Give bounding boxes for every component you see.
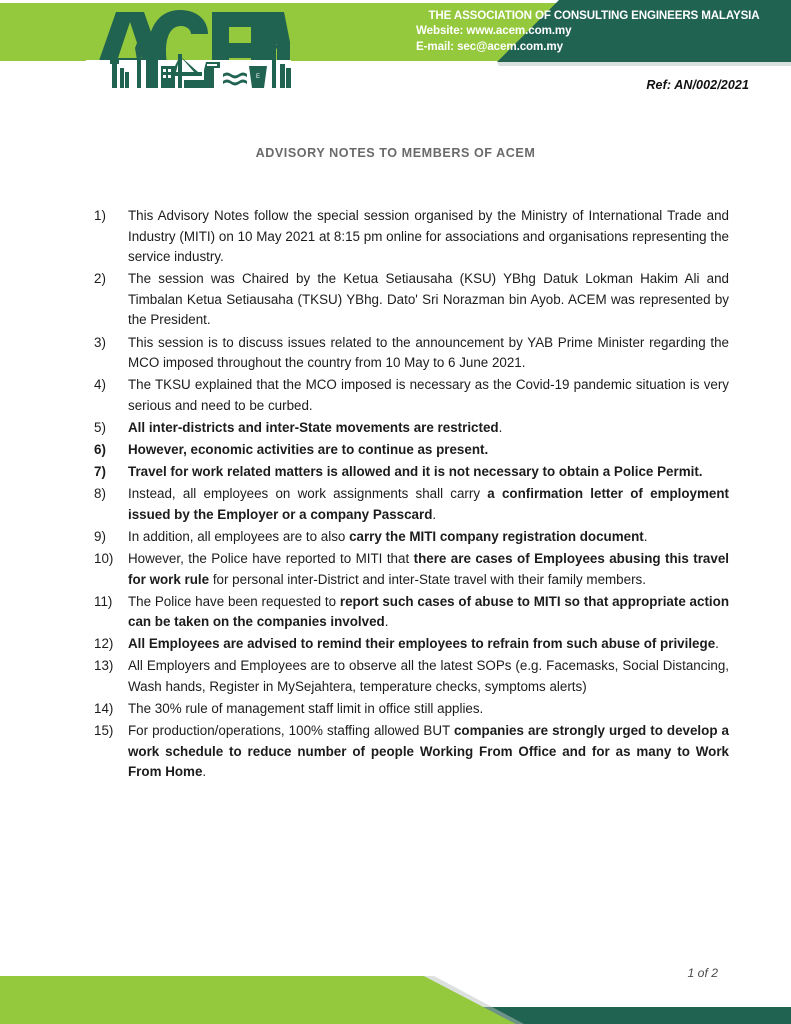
advisory-item-number: 14) [94,701,114,717]
advisory-text-run: The TKSU explained that the MCO imposed is necessary as the Covid-19 pandemic situation is very serious and need to be curbed. [128,377,729,413]
advisory-item-text [128,656,729,697]
advisory-item-text [128,634,729,655]
advisory-item-number: 3) [94,334,106,350]
advisory-item-number: 9) [94,528,106,544]
advisory-text-run: This Advisory Notes follow the special session organised by the Ministry of International Trade and Industry (MITI) on 10 May 2021 at 8:15 pm online for associations and organisations representing the service industry. [128,208,729,265]
svg-text:E: E [256,74,261,80]
advisory-item-number: 8) [94,486,106,502]
advisory-text-run: . [715,636,719,652]
advisory-text-run: However, the Police have reported to MITI that [128,551,414,566]
advisory-item-number: 6) [94,442,106,458]
advisory-item-text [128,333,729,374]
advisory-item-text [128,721,729,783]
header-website: Website: www.acem.com.my [416,24,572,38]
advisory-text-run: The 30% rule of management staff limit in office still applies. [128,701,484,717]
advisory-item-text [128,462,729,483]
advisory-item [93,462,729,483]
page-footer-banner [0,944,791,1024]
advisory-text-run: For production/operations, 100% staffing allowed BUT [128,723,454,739]
advisory-item-number: 13) [94,658,114,674]
advisory-text-run: companies are strongly urged to develop a work schedule to reduce number of people Working From Office and for as many to Work From Home [128,723,730,780]
advisory-item-number: 10) [94,551,114,566]
advisory-item-text [128,484,729,525]
advisory-item [93,592,729,633]
advisory-text-run: . [384,614,389,630]
header-band-shadow [497,62,791,66]
advisory-item-number: 1) [94,208,106,223]
advisory-item [93,527,729,548]
advisory-item [93,656,729,697]
advisory-item [93,418,729,439]
advisory-item [93,484,729,525]
advisory-item [93,333,729,374]
advisory-item [93,206,729,268]
advisory-text-run: Instead, all employees on work assignments shall carry [128,486,488,502]
advisory-text-run: . [202,764,207,780]
advisory-item [93,269,729,331]
document-reference: Ref: AN/002/2021 [646,78,749,92]
advisory-item-number: 2) [94,271,106,287]
advisory-item [93,721,729,783]
advisory-item-text [128,440,729,461]
advisory-text-run: In addition, all employees are to also [128,528,350,544]
advisory-item [93,375,729,416]
page-number: 1 of 2 [687,966,718,980]
organisation-name: THE ASSOCIATION OF CONSULTING ENGINEERS MALAYSIA [428,9,760,22]
advisory-item [93,440,729,461]
header-contact-block [404,8,784,54]
advisory-item-number: 12) [94,636,114,652]
advisory-item-text [128,375,729,416]
advisory-text-run: All Employers and Employees are to observe all the latest SOPs (e.g. Facemasks, Social Distancing, Wash hands, Register in MySejahtera, temperature checks, symptoms alerts) [128,658,729,695]
advisory-text-run: for personal inter-District and inter-State travel with their family members. [209,571,646,587]
advisory-text-run: The session was Chaired by the Ketua Setiausaha (KSU) YBhg Datuk Lokman Hakim Ali and Timbalan Ketua Setiausaha (TKSU) YBhg. Dato' Sri Norazman bin Ayob. ACEM was represented by the President. [128,271,729,328]
footer-banner-shapes [0,944,791,1024]
advisory-item-text [128,206,729,268]
header-email: E-mail: sec@acem.com.my [416,39,563,53]
advisory-item-number: 15) [94,723,114,739]
advisory-item-text [128,592,729,633]
advisory-text-run: there are cases of Employees abusing this travel for work rule [128,551,729,587]
advisory-text-run: All Employees are advised to remind their employees to refrain from such abuse of privilege [128,636,716,652]
advisory-item [93,699,729,720]
advisory-text-run: a confirmation letter of employment issued by the Employer or a company Passcard [128,486,729,522]
advisory-item-text [128,699,729,720]
advisory-item-number: 7) [94,464,106,480]
advisory-text-run: . [643,528,648,544]
advisory-item-number: 5) [94,419,106,435]
advisory-item-number: 11) [94,593,113,609]
advisory-text-run: However, economic activities are to continue as present. [128,442,489,458]
advisory-item [93,634,729,655]
advisory-notes-list [93,206,729,785]
advisory-text-run: . [498,419,503,435]
advisory-item-text [128,269,729,331]
advisory-text-run: carry the MITI company registration document [349,528,644,544]
advisory-item-text [128,549,729,590]
advisory-item-number: 4) [94,377,106,393]
page-title: ADVISORY NOTES TO MEMBERS OF ACEM [255,146,536,160]
advisory-item-text [128,418,729,439]
advisory-item [93,549,729,590]
advisory-text-run: Travel for work related matters is allowed and it is not necessary to obtain a Police Permit. [128,464,703,480]
advisory-text-run: All inter-districts and inter-State movements are restricted [128,419,499,435]
advisory-item-text [128,527,729,548]
advisory-text-run: . [432,506,437,522]
advisory-text-run: The Police have been requested to [128,593,340,609]
advisory-text-run: This session is to discuss issues related to the announcement by YAB Prime Minister regarding the MCO imposed throughout the country from 10 May to 6 June 2021. [128,334,729,371]
advisory-text-run: report such cases of abuse to MITI so that appropriate action can be taken on the companies involved [128,593,729,630]
